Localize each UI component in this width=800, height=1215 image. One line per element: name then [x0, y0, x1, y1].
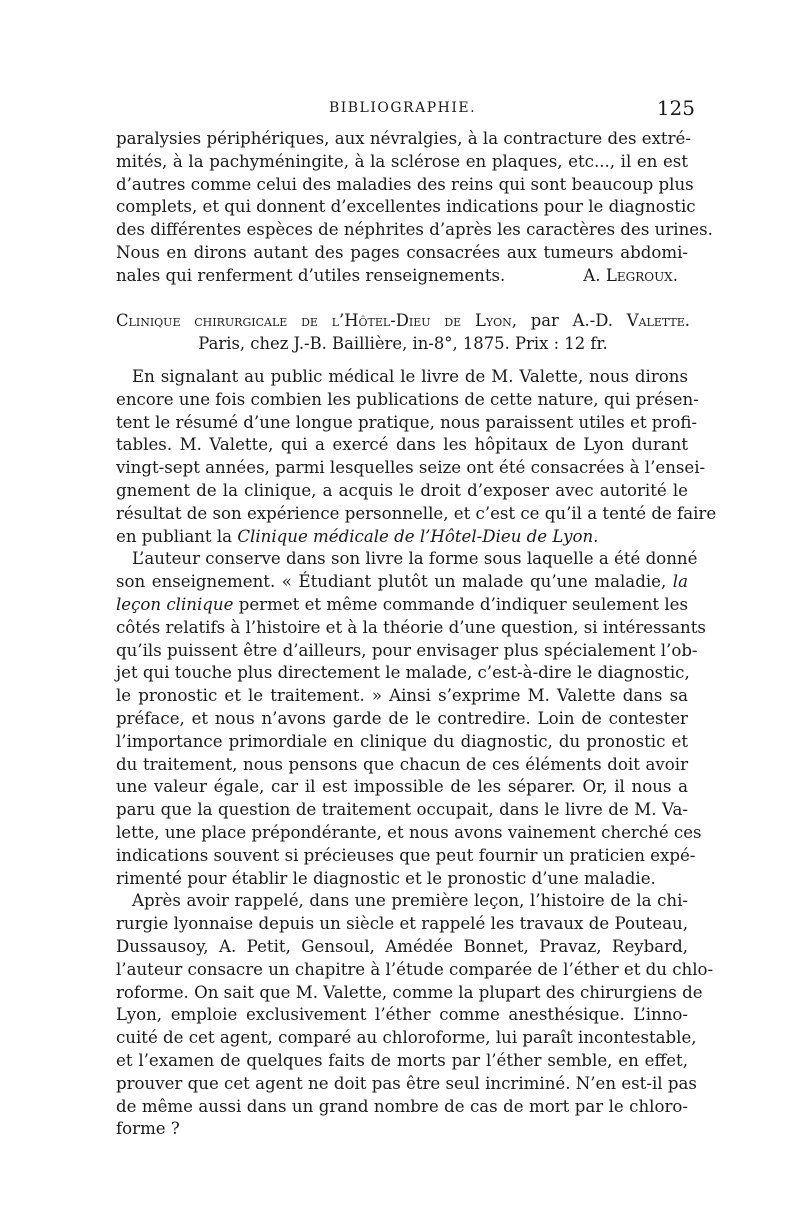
text-line: rimenté pour établir le diagnostic et le pronostic d’une maladie. [116, 868, 656, 888]
text-fragment: permet et même commande d’indiquer seulement les [233, 594, 688, 614]
text-line: cuité de cet agent, comparé au chloroforme, lui paraît incontestable, [116, 1028, 697, 1048]
text-line: côtés relatifs à l’histoire et à la théorie d’une question, si intéressants [116, 617, 706, 637]
text-line: L’auteur conserve dans son livre la forme sous laquelle a été donné [132, 549, 698, 569]
text-line: vingt-sept années, parmi lesquelles seize ont été consacrées à l’ensei- [116, 458, 706, 478]
text-line: forme ? [116, 1119, 180, 1139]
text-line: Nous en dirons autant des pages consacrées aux tumeurs abdomi- [116, 242, 688, 262]
text-line: encore une fois combien les publications de cette nature, qui présen- [116, 389, 699, 409]
text-line: complets, et qui donnent d’excellentes indications pour le diagnostic [116, 197, 696, 217]
text-line: résultat de son expérience personnelle, et c’est ce qu’il a tenté de faire [116, 503, 717, 523]
book-author: Valette. [626, 311, 691, 330]
text-line: rurgie lyonnaise depuis un siècle et rappelé les travaux de Pouteau, [116, 914, 688, 934]
author-signature: A. Legroux. [583, 265, 678, 285]
cited-title: Clinique médicale de l’Hôtel-Dieu de Lyon. [237, 526, 599, 546]
text-line: jet qui touche plus directement le malade, c’est-à-dire le diagnostic, [116, 663, 690, 683]
running-head [110, 96, 695, 124]
text-line: indications souvent si précieuses que peut fournir un praticien expé- [116, 845, 696, 865]
text-line: nales qui renferment d’utiles renseignements. [116, 265, 506, 285]
text-line [116, 571, 688, 594]
text-line: paru que la question de traitement occupait, dans le livre de M. Va- [116, 800, 688, 820]
review-heading [116, 310, 690, 356]
text-line: du traitement, nous pensons que chacun de ces éléments doit avoir [116, 754, 688, 774]
text-line: de même aussi dans un grand nombre de cas de mort par le chloro- [116, 1096, 688, 1116]
text-line: et l’examen de quelques faits de morts par l’éther semble, en effet, [116, 1050, 688, 1070]
heading-line-1 [116, 310, 690, 333]
text-line: roforme. On sait que M. Valette, comme la plupart des chirurgiens de [116, 982, 703, 1002]
book-title: Clinique chirurgicale de l’Hôtel-Dieu de Lyon [116, 311, 512, 330]
text-line: l’importance primordiale en clinique du diagnostic, du pronostic et [116, 731, 688, 751]
heading-by: , par A.-D. [511, 311, 627, 330]
text-line: l’auteur consacre un chapitre à l’étude comparée de l’éther et du chlo- [116, 959, 714, 979]
text-line: des différentes espèces de néphrites d’après les caractères des urines. [116, 220, 713, 240]
text-line: prouver que cet agent ne doit pas être seul incriminé. N’en est-il pas [116, 1073, 697, 1093]
signature-line [116, 265, 688, 288]
text-line: tent le résumé d’une longue pratique, nous paraissent utiles et profi- [116, 412, 698, 432]
heading-line-2: Paris, chez J.-B. Baillière, in-8°, 1875. Prix : 12 fr. [198, 333, 608, 353]
text-line: paralysies périphériques, aux névralgies, à la contracture des extré- [116, 129, 691, 148]
review-valette-body [116, 366, 717, 1141]
text-line: Après avoir rappelé, dans une première leçon, l’histoire de la chi- [132, 891, 688, 911]
text-fragment: en publiant la [116, 526, 238, 546]
text-line: gnement de la clinique, a acquis le droit d’exposer avec autorité le [116, 480, 688, 500]
text-line: préface, et nous n’avons garde de le contredire. Loin de contester [116, 708, 688, 728]
text-line: En signalant au public médical le livre de M. Valette, nous dirons [132, 367, 688, 386]
italic-fragment: la [672, 572, 688, 592]
text-line: tables. M. Valette, qui a exercé dans les hôpitaux de Lyon durant [116, 435, 688, 455]
text-line: lette, une place prépondérante, et nous avons vainement cherché ces [116, 822, 702, 842]
running-title: BIBLIOGRAPHIE. [328, 100, 477, 116]
text-line: d’autres comme celui des maladies des reins qui sont beaucoup plus [116, 174, 694, 194]
text-line [116, 594, 688, 617]
text-line: le pronostic et le traitement. » Ainsi s’exprime M. Valette dans sa [116, 686, 688, 706]
text-line: Lyon, emploie exclusivement l’éther comme anesthésique. L’inno- [116, 1005, 688, 1025]
page-number: 125 [656, 96, 695, 120]
text-fragment: son enseignement. « Étudiant plutôt un malade qu’une maladie, [116, 572, 673, 592]
text-line: une valeur égale, car il est impossible de les séparer. Or, il nous a [116, 777, 688, 797]
text-line: Dussausoy, A. Petit, Gensoul, Amédée Bonnet, Pravaz, Reybard, [116, 936, 688, 956]
italic-fragment: leçon clinique [116, 594, 234, 614]
text-line [116, 526, 688, 549]
text-line: qu’ils puissent être d’ailleurs, pour envisager plus spécialement l’ob- [116, 640, 698, 660]
review-legroux-continuation [116, 128, 713, 288]
text-line: mités, à la pachyméningite, à la sclérose en plaques, etc..., il en est [116, 151, 688, 171]
